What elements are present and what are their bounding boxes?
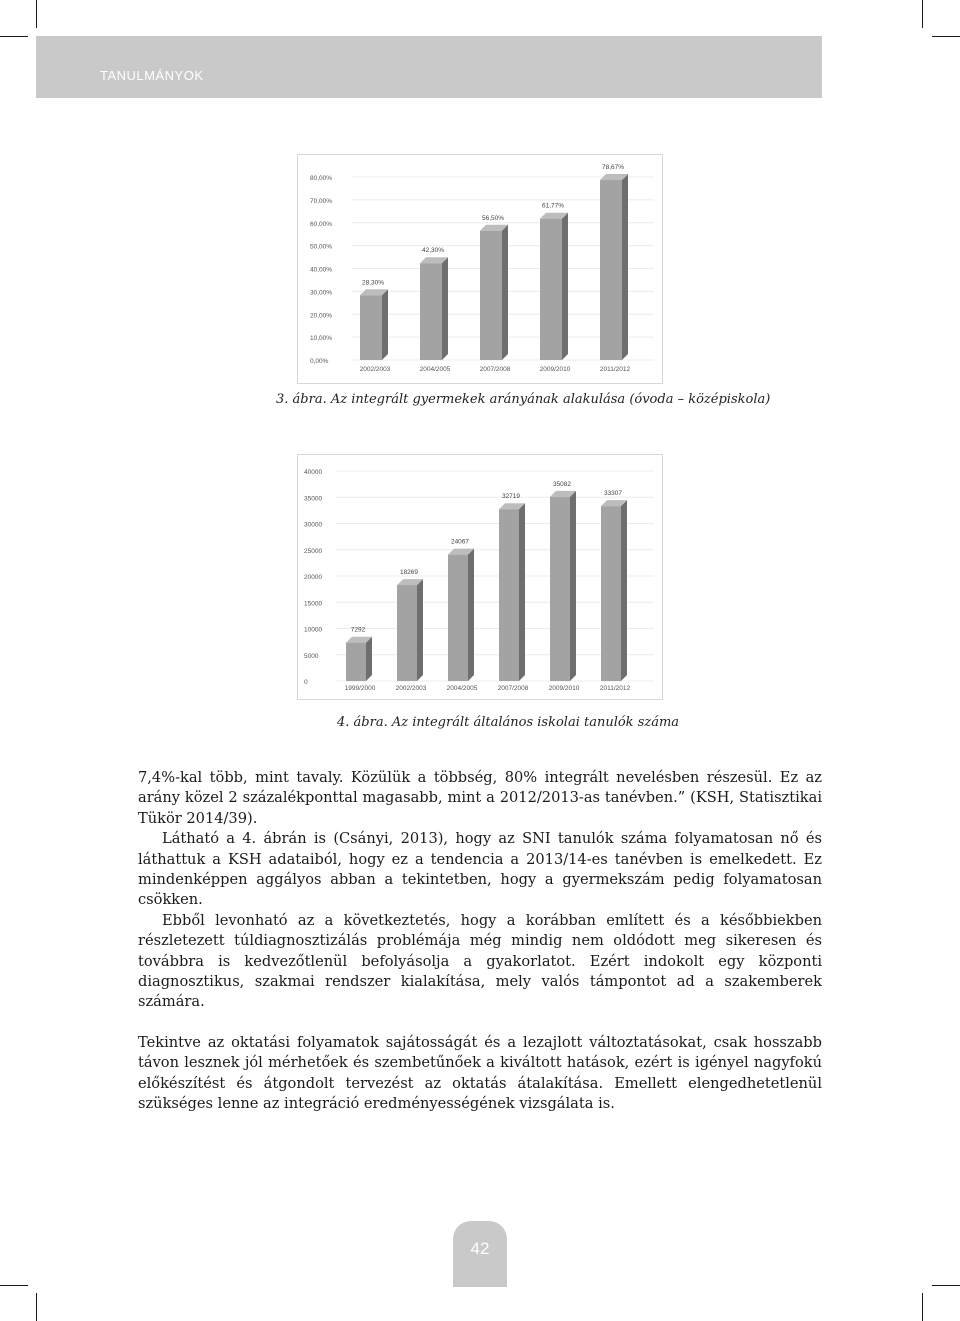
crop-mark-bottom-left xyxy=(36,1293,37,1321)
y-tick-label: 10,00% xyxy=(310,335,333,343)
bar xyxy=(540,219,562,360)
data-label: 18269 xyxy=(399,569,419,577)
y-tick-label: 40,00% xyxy=(310,266,333,274)
x-tick-label: 2007/2008 xyxy=(497,685,529,692)
bar-side xyxy=(622,174,628,360)
figure-3-caption: 3. ábra. Az integrált gyermekek arányának alakulása (óvoda – középiskola) xyxy=(276,392,771,407)
y-tick-label: 25000 xyxy=(304,547,323,555)
data-label: 28,30% xyxy=(361,279,385,287)
bar-side xyxy=(570,491,576,681)
y-tick-label: 10000 xyxy=(304,626,323,634)
y-tick-label: 40000 xyxy=(304,469,323,476)
header-band xyxy=(36,36,822,98)
bar xyxy=(550,497,570,681)
crop-mark-top-left xyxy=(36,0,37,28)
bar xyxy=(601,506,621,681)
y-tick-label: 20000 xyxy=(304,574,323,581)
y-tick-label: 50,00% xyxy=(310,243,333,251)
integrated-pupils-count-chart xyxy=(298,455,662,699)
data-label: 42,30% xyxy=(421,247,445,255)
data-label: 78,67% xyxy=(601,164,625,172)
data-label: 7292 xyxy=(350,626,366,634)
bar xyxy=(480,231,502,360)
x-tick-label: 2007/2008 xyxy=(479,366,511,373)
paragraph: 7,4%-kal több, mint tavaly. Közülük a többség, 80% integrált nevelésben részesül. Ez az arány közel 2 százalékponttal magasabb, mint a 2012/2013-as tanévben.” (KSH, Statisztikai Tükör 2014/39). xyxy=(138,769,822,827)
y-tick-label: 30,00% xyxy=(310,289,333,297)
x-tick-label: 2011/2012 xyxy=(599,366,631,373)
bar-side xyxy=(417,579,423,681)
body-text xyxy=(138,768,822,1115)
paragraph: Látható a 4. ábrán is (Csányi, 2013), hogy az SNI tanulók száma folyamatosan nő és láthattuk a KSH adataiból, hogy ez a tendencia a 2013/14-es tanévben is emelkedett. Ez mindenképpen aggályos abban a tekintetben, hogy a gyermekszám pedig folyamatosan csökken. xyxy=(138,830,822,909)
data-label: 56,50% xyxy=(481,214,505,222)
y-tick-label: 30000 xyxy=(304,521,323,529)
bar-side xyxy=(442,257,448,360)
x-tick-label: 2004/2005 xyxy=(446,685,478,692)
bar xyxy=(397,585,417,681)
bar xyxy=(600,180,622,360)
y-tick-label: 5000 xyxy=(304,652,319,660)
x-tick-label: 2002/2003 xyxy=(395,685,427,692)
bar-side xyxy=(382,289,388,360)
x-tick-label: 2009/2010 xyxy=(548,685,580,692)
bar-side xyxy=(502,225,508,360)
section-title: TANULMÁNYOK xyxy=(100,68,204,83)
crop-mark-bottom-right xyxy=(922,1293,923,1321)
crop-mark-bottom-right-h xyxy=(932,1285,960,1286)
bar xyxy=(420,263,442,360)
bar xyxy=(499,509,519,681)
crop-mark-top-left-h xyxy=(0,36,28,37)
paragraph: Tekintve az oktatási folyamatok sajátosságát és a lezajlott változtatásokat, csak hosszabb távon lesznek jól mérhetőek és szembetűnőek a kiváltott hatások, ezért is igényel nagyfokú előkészítést és átgondolt tervezést az oktatás átalakítása. Emellett elengedhetetlenül szükséges lenne az integráció eredményességének vizsgálata is. xyxy=(138,1033,822,1113)
page-number: 42 xyxy=(470,1239,490,1258)
y-tick-label: 0,00% xyxy=(310,358,329,365)
x-tick-label: 2002/2003 xyxy=(359,366,391,373)
page-number-tab xyxy=(453,1221,507,1287)
crop-mark-bottom-left-h xyxy=(0,1285,28,1286)
y-tick-label: 0 xyxy=(304,679,308,686)
crop-mark-top-right-h xyxy=(932,36,960,37)
paragraph: Ebből levonható az a következtetés, hogy a korábban említett és a későbbiekben részletezett túldiagnosztizálás problémája még mindig nem oldódott meg sikeresen és továbbra is kedvezőtlenül befolyásolja a gyakorlatot. Ezért indokolt egy központi diagnosztikus, szakmai rendszer kialakítása, mely valós támpontot ad a szakemberek számára. xyxy=(138,911,822,1011)
bar xyxy=(448,555,468,681)
figure-3-chart xyxy=(297,154,663,384)
data-label: 33307 xyxy=(603,490,623,498)
x-tick-label: 2009/2010 xyxy=(539,366,571,373)
x-tick-label: 2004/2005 xyxy=(419,366,451,373)
figure-4-caption: 4. ábra. Az integrált általános iskolai tanulók száma xyxy=(337,715,680,730)
figure-4-chart xyxy=(297,454,663,700)
bar-side xyxy=(519,503,525,681)
x-tick-label: 1999/2000 xyxy=(344,685,376,692)
y-tick-label: 70,00% xyxy=(310,197,333,205)
y-tick-label: 80,00% xyxy=(310,175,333,182)
bar xyxy=(346,643,366,681)
data-label: 35082 xyxy=(552,480,572,488)
bar-side xyxy=(366,637,372,681)
y-tick-label: 35000 xyxy=(304,495,323,503)
x-tick-label: 2011/2012 xyxy=(599,685,631,692)
bar-side xyxy=(468,549,474,681)
bar xyxy=(360,295,382,360)
data-label: 24067 xyxy=(450,538,470,546)
bar-side xyxy=(621,500,627,681)
integrated-children-ratio-chart xyxy=(298,155,662,383)
y-tick-label: 20,00% xyxy=(310,312,333,320)
y-tick-label: 60,00% xyxy=(310,220,333,228)
data-label: 32719 xyxy=(501,493,521,501)
bar-side xyxy=(562,213,568,360)
y-tick-label: 15000 xyxy=(304,600,323,608)
crop-mark-top-right xyxy=(922,0,923,28)
data-label: 61,77% xyxy=(541,202,565,210)
